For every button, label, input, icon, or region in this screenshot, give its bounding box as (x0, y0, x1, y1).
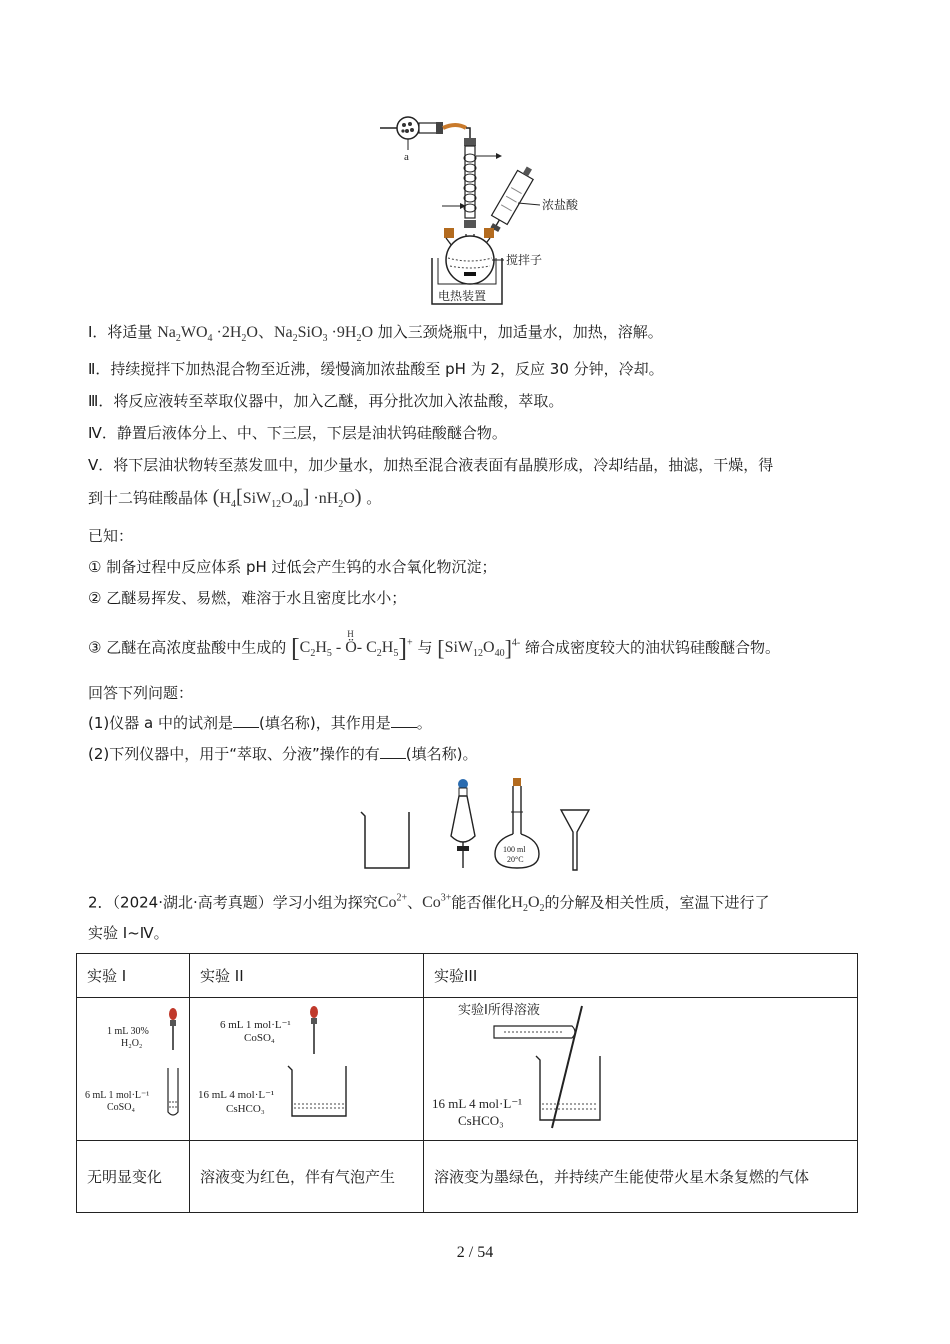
table-header: 实验 I (77, 954, 190, 998)
problem-2-text-mid: 能否催化 (451, 893, 512, 912)
known-2: ② 乙醚易挥发、易燃，难溶于水且密度比水小； (88, 589, 407, 607)
formula-oxonium: [$C_2H_5$ - Ö H - $C_2H_5]^+$ (291, 629, 413, 663)
step-5-period: 。 (366, 489, 382, 507)
exp-1-bottom-label-2: CoSO₄ (107, 1102, 135, 1113)
exp-3-top-label: 实验I所得溶液 (458, 1003, 540, 1018)
result-exp-3: 溶液变为墨绿色，并持续产生能使带火星木条复燃的气体 (424, 1141, 858, 1213)
result-exp-2: 溶液变为红色，伴有气泡产生 (190, 1141, 424, 1213)
answer-blank[interactable] (233, 713, 259, 728)
known-3-text-end: 缔合成密度较大的油状钨硅酸醚合物。 (525, 638, 781, 657)
formula-h2o2: $H_2O_2$ (511, 894, 545, 915)
problem-2-text: 2．（2024·湖北·高考真题）学习小组为探究 (88, 893, 378, 912)
exp-1-top-label-2: H₂O₂ (121, 1038, 143, 1049)
answer-blank[interactable] (391, 713, 417, 728)
question-2-text: (2)下列仪器中，用于“萃取、分液”操作的有 (88, 745, 380, 763)
label-a: a (404, 151, 409, 163)
step-5-line-1: Ⅴ．将下层油状物转至蒸发皿中，加少量水，加热至混合液表面有晶膜形成，冷却结晶，抽滤，干燥，得 (88, 456, 774, 474)
label-stirrer: 搅拌子 (506, 253, 543, 267)
problem-2-line-2: 实验 Ⅰ~Ⅳ。 (88, 924, 169, 942)
glassware-figure (355, 776, 595, 874)
volumetric-flask-icon (495, 778, 539, 868)
known-3 (88, 629, 781, 666)
step-5-line-2 (88, 486, 381, 516)
known-title: 已知： (88, 527, 134, 545)
question-1 (88, 712, 432, 734)
synthesis-apparatus-figure (378, 108, 578, 306)
question-2 (88, 743, 478, 765)
formula-co3: $Co^{3+}$ (422, 893, 452, 912)
exp-2-top-label-1: 6 mL 1 mol·L⁻¹ (220, 1019, 291, 1031)
exp-1-top-label-1: 1 mL 30% (107, 1026, 149, 1037)
question-2-text-end: (填名称)。 (405, 745, 478, 763)
table-header-row (77, 954, 858, 998)
exp-2-top-label-2: CoSO₄ (244, 1032, 275, 1044)
step-1-text-end: 加入三颈烧瓶中，加适量水，加热，溶解。 (377, 323, 663, 341)
exp-2-bottom-label-1: 16 mL 4 mol·L⁻¹ (198, 1089, 275, 1101)
exp-3-bottom-label-1: 16 mL 4 mol·L⁻¹ (432, 1096, 523, 1111)
label-heater: 电热装置 (438, 289, 487, 303)
formula-reagents: $Na_2WO_4 \cdot 2H_2O$、$Na_2SiO_3 \cdot 9H_2O$ (157, 324, 373, 345)
exp-3-bottom-label-2: CsHCO₃ (458, 1113, 504, 1128)
problem-2-text-end: 的分解及相关性质，室温下进行了 (544, 893, 770, 912)
table-figure-row (77, 998, 858, 1141)
separatory-funnel-icon (451, 779, 475, 868)
table-header: 实验 II (190, 954, 424, 998)
exp-1-bottom-label-1: 6 mL 1 mol·L⁻¹ (85, 1090, 150, 1101)
experiment-table (76, 953, 858, 1213)
formula-product: $(H_4[SiW_{12}O_{40}] \cdot nH_2O)$ (212, 486, 362, 511)
known-3-and: 与 (417, 638, 433, 657)
question-1-text-mid: (填名称)，其作用是 (258, 714, 391, 732)
problem-2-line-1 (88, 888, 770, 921)
flask-label-temp: 20°C (507, 855, 524, 864)
known-1: ① 制备过程中反应体系 pH 过低会产生钨的水合氧化物沉淀； (88, 558, 497, 576)
problem-2-sep: 、 (407, 893, 423, 912)
exp-2-figure (190, 998, 424, 1141)
step-1-text: Ⅰ．将适量 (88, 323, 153, 341)
step-4: Ⅳ．静置后液体分上、中、下三层，下层是油状钨硅酸醚合物。 (88, 424, 507, 442)
table-header: 实验III (424, 954, 858, 998)
beaker-icon (361, 812, 409, 868)
questions-intro: 回答下列问题： (88, 684, 194, 702)
result-exp-1: 无明显变化 (77, 1141, 190, 1213)
question-1-text: (1)仪器 a 中的试剂是 (88, 714, 233, 732)
page-number: 2 / 54 (456, 1244, 494, 1261)
step-5-text: 到十二钨硅酸晶体 (88, 489, 209, 507)
exp-2-bottom-label-2: CsHCO₃ (226, 1103, 265, 1115)
question-1-text-end: 。 (416, 714, 432, 732)
exp-1-figure (77, 998, 190, 1141)
label-hcl: 浓盐酸 (542, 198, 578, 212)
funnel-icon (561, 810, 589, 870)
step-3: Ⅲ．将反应液转至萃取仪器中，加入乙醚，再分批次加入浓盐酸，萃取。 (88, 392, 564, 410)
step-2: Ⅱ．持续搅拌下加热混合物至近沸，缓慢滴加浓盐酸至 pH 为 2，反应 30 分钟，冷却。 (88, 360, 664, 378)
step-1 (88, 321, 663, 350)
formula-co2: $Co^{2+}$ (377, 893, 408, 912)
flask-label-volume: 100 ml (503, 845, 526, 854)
known-3-text: ③ 乙醚在高浓度盐酸中生成的 (88, 638, 287, 657)
formula-anion: $[SiW_{12}O_{40}]^{4-}$ (437, 635, 521, 661)
answer-blank[interactable] (380, 744, 406, 759)
table-result-row (77, 1141, 858, 1213)
exp-3-figure (424, 998, 858, 1141)
